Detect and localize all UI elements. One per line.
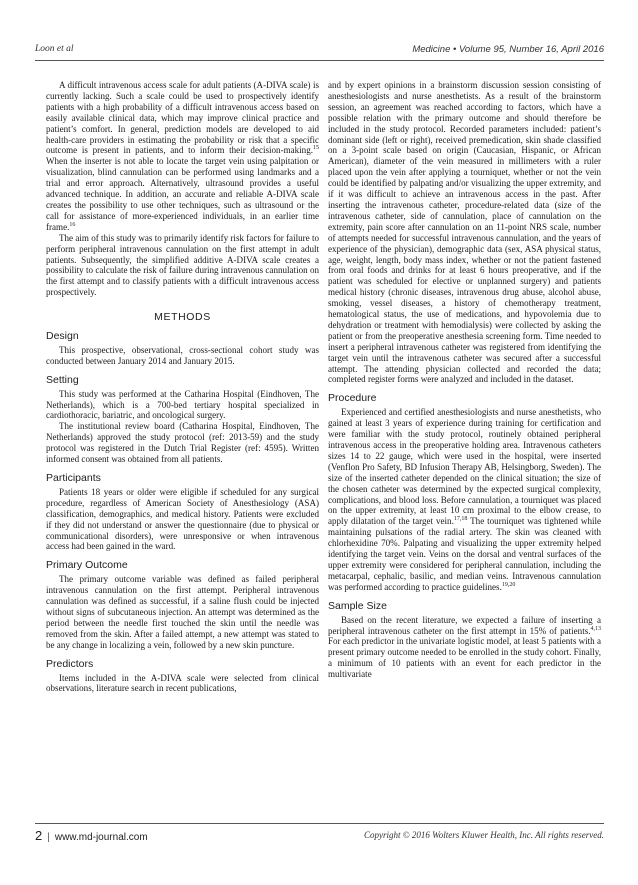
procedure-paragraph: Experienced and certified anesthesiologists and nurse anesthetists, who gained at least 3 years of experience during training for certification and were familiar with the study protocol, routinely obtained peripheral intravenous access in the preoperative holding area. Intravenous catheters sizes 14 to 22 gauge, which were used in the hospital, were inserted (Venflon Pro Safety, BD Infusion Therapy AB, Helsingborg, Sweden). The size of the inserted catheter depended on the clinical situation; the size of the chosen catheter was determined by the expected surgical complexity, complications, and blood loss. Before cannulation, a tourniquet was placed on the upper extremity, at least 10 cm proximal to the elbow crease, to apply dilatation of the target vein.$^{17,18}$ The tourniquet was tightened while maintaining pulsations of the radial artery. The skin was cleaned with chlorhexidine 70%. Palpating and visualizing the upper extremity helped identifying the target vein. Veins on the dorsal and ventral surfaces of the upper extremity were considered for peripheral cannulation, including the metacarpal, cephalic, basilic, and median veins. Intravenous cannulation was performed according to practice guidelines.$^{19,20}$ (328, 407, 602, 592)
setting-paragraph-1: This study was performed at the Catharina Hospital (Eindhoven, The Netherlands), which is a 700-bed tertiary hospital specialized in cardiothoracic, bariatric, and oncological surgery. (46, 388, 319, 421)
predictors-paragraph: Items included in the A-DIVA scale were selected from clinical observations, literature search in recent publications, (46, 672, 319, 694)
design-heading: Design (46, 330, 79, 343)
participants-heading: Participants (46, 472, 101, 484)
page-number: 2 (35, 828, 43, 843)
primary-outcome-paragraph: The primary outcome variable was defined as failed peripheral intravenous cannulation on the first attempt. Peripheral intravenous cannulation was defined as successful, if a saline flush could be injected without signs of subcutaneous injection. An attempt was determined as the period between the needle first touched the skin until the needle was removed from the skin. After a failed attempt, a new attempt was stated to be any change in localizing a vein, followed by a new skin puncture. (46, 574, 319, 650)
journal-url-link[interactable]: www.md-journal.com (54, 832, 148, 843)
sample-size-heading: Sample Size (328, 599, 387, 612)
left-column (46, 80, 319, 694)
right-column (328, 80, 601, 680)
footer-left (35, 828, 148, 843)
intro-paragraph-1: A difficult intravenous access scale for adult patients (A-DIVA scale) is currently lacking. Such a scale could be used to prospectively identify patients with a high probability of a difficult intravenous access based on easily available clinical data, which may improve clinical practice and patient’s comfort. In general, prediction models are developed to aid health-care providers in estimating the probability or risk that a specific outcome is present in patients, and to inform their decision-making.$^{15}$ When the inserter is not able to locate the target vein using palpitation or visualization, blind cannulation can be performed using landmarks and a trial and error approach. Alternatively, ultrasound provides a useful advanced technique. In addition, an accurate and reliable A-DIVA scale creates the possibility to use other techniques, such as ultrasound or the call for assistance of more-experienced individuals, in an earlier time frame.$^{16}$ (46, 80, 319, 232)
primary-outcome-heading: Primary Outcome (46, 559, 128, 572)
running-head-journal: Medicine • Volume 95, Number 16, April 2016 (412, 44, 604, 55)
setting-paragraph-2: The institutional review board (Catharina Hospital, Eindhoven, The Netherlands) approved the study protocol (ref: 2013-59) and the study protocol was registered in the Dutch Trial Register (ref: 4595). Written informed consent was obtained from all patients. (46, 421, 319, 465)
participants-paragraph: Patients 18 years or older were eligible if scheduled for any surgical procedure, regardless of American Society of Anesthesiology (ASA) classification, demographics, and medical history. Patients were excluded if they did not understand or answer the questionnaire (due to physical or communicational disorders), were unresponsive or when intravenous access had been gained in the ward. (46, 486, 319, 552)
running-head-authors: Loon et al (35, 44, 74, 54)
copyright-notice: Copyright © 2016 Wolters Kluwer Health, Inc. All rights reserved. (364, 830, 604, 840)
sample-size-paragraph: Based on the recent literature, we expected a failure of inserting a peripheral intravenous catheter on the first attempt in 15% of patients.$^{4,13}$ For each predictor in the univariate logistic model, at least 5 patients with a present primary outcome needed to be enrolled in the study cohort. Finally, a minimum of 10 patients with an event for each predictor in the multivariate (328, 614, 601, 680)
footer-rule (35, 823, 604, 824)
procedure-heading: Procedure (328, 392, 377, 405)
predictors-continued-paragraph: and by expert opinions in a brainstorm discussion session consisting of anesthesiologists and nurse anesthetists. As a result of the brainstorm session, an agreement was reached according to factors, which have a possible relation with the primary outcome and should therefore be included in the study protocol. Recorded parameters included: patient’s dominant side (left or right), received premedication, skin shade classified on a 3-point scale based on origin (Caucasian, Hispanic, or African American), diameter of the vein measured in millimeters with a ruler placed upon the vein after applying a tourniquet, whether or not the vein could be identified by palpating and/or visualizing the upper extremity, and if it was difficult to achieve an intravenous access in the past. After inserting the intravenous catheter, procedure-related data (size of the intravenous catheter, side of cannulation, place of cannulation on the extremity, pain score after cannulation on an 11-point NRS scale, number of attempts needed for successful intravenous cannulation, and the years of experience of the physician), demographic data (sex, ASA physical status, age, weight, length, body mass index, whether or not the patient fastened from oral foods and drinks for at least 6 hours preoperative, and if the patient was scheduled for elective or unplanned surgery) and patients medical history (chronic diseases, intravenous drug abuse, alcohol abuse, smoking, vessel diseases, a history of chemotherapy treatment, hematological status, the use of medications, and hypovolemia due to dehydration or treatment with hemodialysis) were collected by asking the patient or from the preoperative anesthesia screening form. Time needed to insert a peripheral intravenous catheter was registered from identifying the target vein until the intravenous catheter was secured after a successful attempt. The attending physician collected and recorded the data; completed register forms were analyzed and included in the dataset. (328, 80, 601, 385)
setting-heading: Setting (46, 373, 79, 386)
methods-heading: METHODS (154, 311, 211, 324)
predictors-heading: Predictors (46, 657, 94, 670)
design-paragraph: This prospective, observational, cross-sectional cohort study was conducted between January 2014 and January 2015. (46, 344, 319, 366)
header-rule (35, 60, 604, 61)
intro-paragraph-2: The aim of this study was to primarily identify risk factors for failure to perform peripheral intravenous cannulation on the first attempt in adult patients. Subsequently, the simplified additive A-DIVA scale creates a possibility to calculate the risk of failure during intravenous cannulation on the first attempt and to classify patients with a difficult intravenous access prospectively. (46, 232, 319, 298)
footer-separator: | (47, 832, 50, 843)
